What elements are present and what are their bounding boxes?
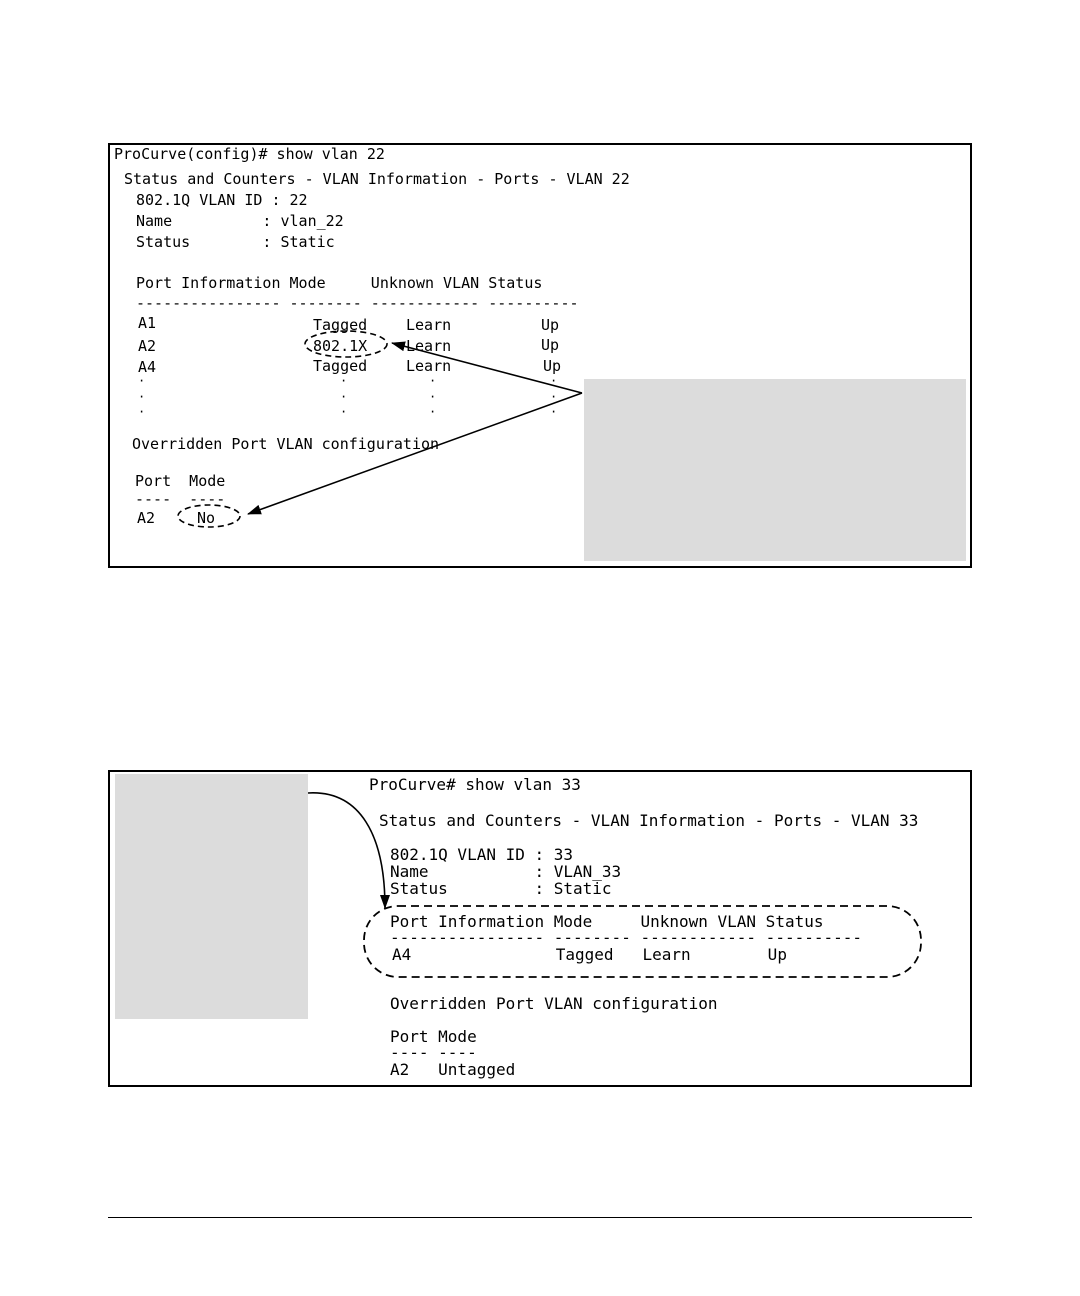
ellipsis-dot: · [340, 390, 348, 404]
vlan-status-line: Status : Static [136, 233, 335, 251]
table-cell-port: A4 [138, 358, 157, 376]
ellipsis-dot: · [340, 374, 348, 388]
table-cell-unknown-vlan: Learn [406, 357, 452, 375]
callout-arrow [248, 393, 582, 514]
port-table-header: Port Information Mode Unknown VLAN Status [136, 274, 543, 292]
output-heading: Status and Counters - VLAN Information - Ports - VLAN 22 [124, 170, 630, 188]
table-cell-unknown-vlan: Learn [406, 316, 452, 334]
override-table-divider: ---- ---- [390, 1043, 477, 1062]
vlan-id-line: 802.1Q VLAN ID : 22 [136, 191, 308, 209]
override-table-divider: ---- ---- [135, 490, 226, 508]
ellipsis-dot: · [138, 405, 146, 419]
override-cell-port: A2 [137, 509, 156, 527]
table-cell-mode-highlighted: 802.1X [313, 337, 368, 355]
command-line: ProCurve# show vlan 33 [369, 775, 581, 794]
vlan-name-line: Name : VLAN_33 [390, 862, 622, 881]
callout-arrow-curved [308, 793, 385, 908]
vlan-status-line: Status : Static [390, 879, 612, 898]
ellipsis-dot: · [138, 374, 146, 388]
port-table-divider: ---------------- -------- ------------ ---------- [136, 294, 579, 312]
command-line: ProCurve(config)# show vlan 22 [114, 145, 385, 163]
footer-rule [108, 1217, 972, 1218]
table-cell-mode: Tagged [313, 357, 368, 375]
override-table-header: Port Mode [135, 472, 226, 490]
ellipsis-dot: · [340, 405, 348, 419]
ellipsis-dot: · [550, 390, 558, 404]
override-table-row: A2 Untagged [390, 1060, 516, 1079]
table-cell-status: Up [541, 316, 560, 334]
override-heading: Overridden Port VLAN configuration [132, 435, 440, 453]
output-heading: Status and Counters - VLAN Information - Ports - VLAN 33 [379, 811, 919, 830]
ellipsis-dot: · [429, 405, 437, 419]
port-table-header: Port Information Mode Unknown VLAN Status [390, 912, 824, 931]
table-cell-mode: Tagged [313, 316, 368, 334]
vlan-id-line: 802.1Q VLAN ID : 33 [390, 845, 574, 864]
ellipsis-dot: · [138, 390, 146, 404]
highlight-ellipse-no [178, 505, 240, 527]
highlight-ellipse-802-1x [305, 331, 387, 357]
highlight-box-port-table [364, 906, 921, 977]
table-cell-port: A2 [138, 337, 157, 355]
override-cell-mode-highlighted: No [197, 509, 216, 527]
override-table-header: Port Mode [390, 1027, 477, 1046]
vlan-name-line: Name : vlan_22 [136, 212, 344, 230]
ellipsis-dot: · [550, 374, 558, 388]
ellipsis-dot: · [550, 405, 558, 419]
callout-arrow [392, 343, 582, 393]
ellipsis-dot: · [429, 390, 437, 404]
table-cell-unknown-vlan: Learn [406, 337, 452, 355]
ellipsis-dot: · [429, 374, 437, 388]
table-cell-status: Up [541, 336, 560, 354]
table-cell-port: A1 [138, 314, 157, 332]
table-row: A4 Tagged Learn Up [392, 945, 787, 964]
port-table-divider: ---------------- -------- ------------ ---------- [390, 928, 863, 947]
table-cell-status: Up [543, 357, 562, 375]
override-heading: Overridden Port VLAN configuration [390, 994, 718, 1013]
